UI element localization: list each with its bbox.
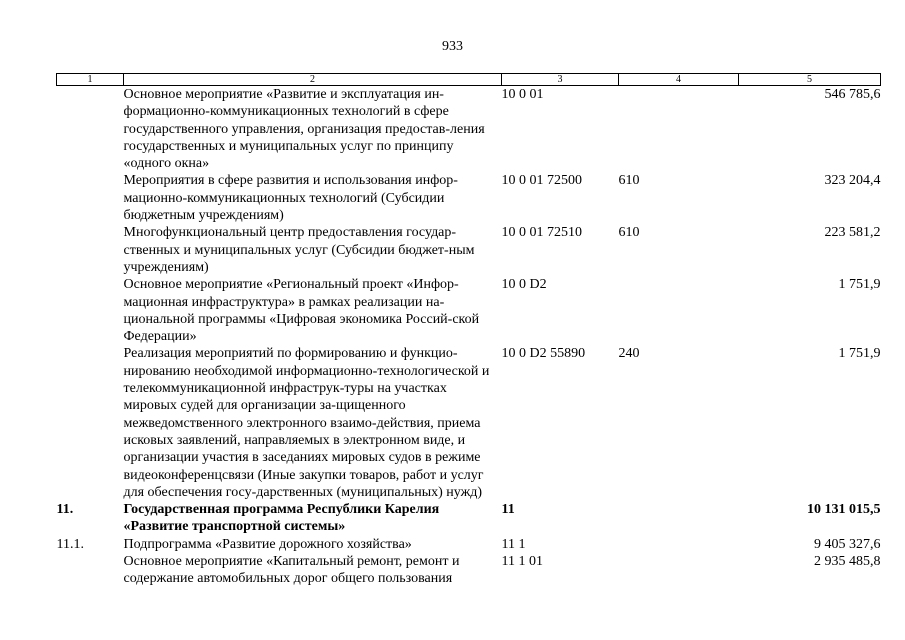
row-number <box>57 172 124 224</box>
table-row <box>57 345 881 501</box>
row-type <box>619 553 739 588</box>
column-number-header <box>57 74 881 86</box>
row-name: Подпрограмма «Развитие дорожного хозяйства» <box>123 536 412 552</box>
table-row <box>57 86 881 173</box>
row-type: 240 <box>618 346 640 362</box>
row-name: Многофункциональный центр предоставления государ-ственных и муниципальных услуг (Субсидии бюджет-ным учреждениям) <box>123 225 475 275</box>
page-number: 933 <box>442 39 463 54</box>
table-row <box>57 276 881 345</box>
row-name: Основное мероприятие «Региональный проект «Инфор-мационная инфраструктура» в рамках реализации на-циональной программы «Цифровая экономика Россий-ской Федерации» <box>123 277 480 345</box>
row-type <box>619 536 739 553</box>
row-number <box>57 345 124 501</box>
table-row <box>57 224 881 276</box>
row-code: 10 0 01 72500 <box>501 173 582 189</box>
row-number: 11.1. <box>56 536 84 552</box>
row-amount: 2 935 485,8 <box>814 554 881 570</box>
row-name: Мероприятия в сфере развития и использования инфор-мационно-коммуникационных технологий (Субсидии бюджетным учреждениям) <box>123 173 458 224</box>
table-row-program <box>57 501 881 536</box>
row-code: 10 0 01 72510 <box>501 225 582 241</box>
row-code: 11 <box>501 502 515 518</box>
row-code: 10 0 D2 55890 <box>501 346 586 362</box>
row-number <box>57 553 124 588</box>
table-row <box>57 172 881 224</box>
column-header: 1 <box>57 74 124 86</box>
row-type <box>619 276 739 345</box>
row-type <box>619 86 739 173</box>
row-type: 610 <box>618 225 640 241</box>
row-amount: 223 581,2 <box>824 225 881 241</box>
column-header: 4 <box>619 74 739 86</box>
row-type <box>619 501 739 536</box>
row-amount: 1 751,9 <box>838 277 881 293</box>
row-amount: 10 131 015,5 <box>807 502 881 518</box>
row-amount: 9 405 327,6 <box>814 536 881 552</box>
row-number <box>57 86 124 173</box>
column-header: 5 <box>739 74 881 86</box>
table-row <box>57 536 881 553</box>
row-name: Реализация мероприятий по формированию и функцио-нированию необходимой информационно-технологической и телекоммуникационной инфраструк-туры на участках мировых судей для организации за-щищенного межведомственного электронного взаимо-действия, приема исковых заявлений, направляемых в электронном виде, и организации участия в заседаниях мировых судов в режиме видеоконференцсвязи (Иные закупки товаров, работ и услуг для обеспечения госу-дарственных (муниципальных) нужд) <box>123 346 490 500</box>
row-name: Основное мероприятие «Капитальный ремонт, ремонт и содержание автомобильных дорог общего пользования <box>123 554 460 587</box>
table-row <box>57 553 881 588</box>
budget-table <box>56 73 881 588</box>
row-type: 610 <box>618 173 640 189</box>
row-code: 11 1 <box>501 536 526 552</box>
row-number <box>57 276 124 345</box>
row-code: 10 0 D2 <box>501 277 547 293</box>
row-number <box>57 224 124 276</box>
column-header: 2 <box>124 74 502 86</box>
row-amount: 1 751,9 <box>838 346 881 362</box>
row-code: 11 1 01 <box>501 554 543 570</box>
row-name: Государственная программа Республики Карелия «Развитие транспортной системы» <box>123 502 440 535</box>
row-amount: 323 204,4 <box>824 173 881 189</box>
column-header: 3 <box>502 74 619 86</box>
row-name: Основное мероприятие «Развитие и эксплуатация ин-формационно-коммуникационных технологий в сфере государственного управления, организация предостав-ления государственных и муниципальных услуг по принципу «одного окна» <box>123 87 485 172</box>
row-amount: 546 785,6 <box>824 87 881 102</box>
row-number: 11. <box>56 502 74 518</box>
row-code: 10 0 01 <box>501 87 544 102</box>
